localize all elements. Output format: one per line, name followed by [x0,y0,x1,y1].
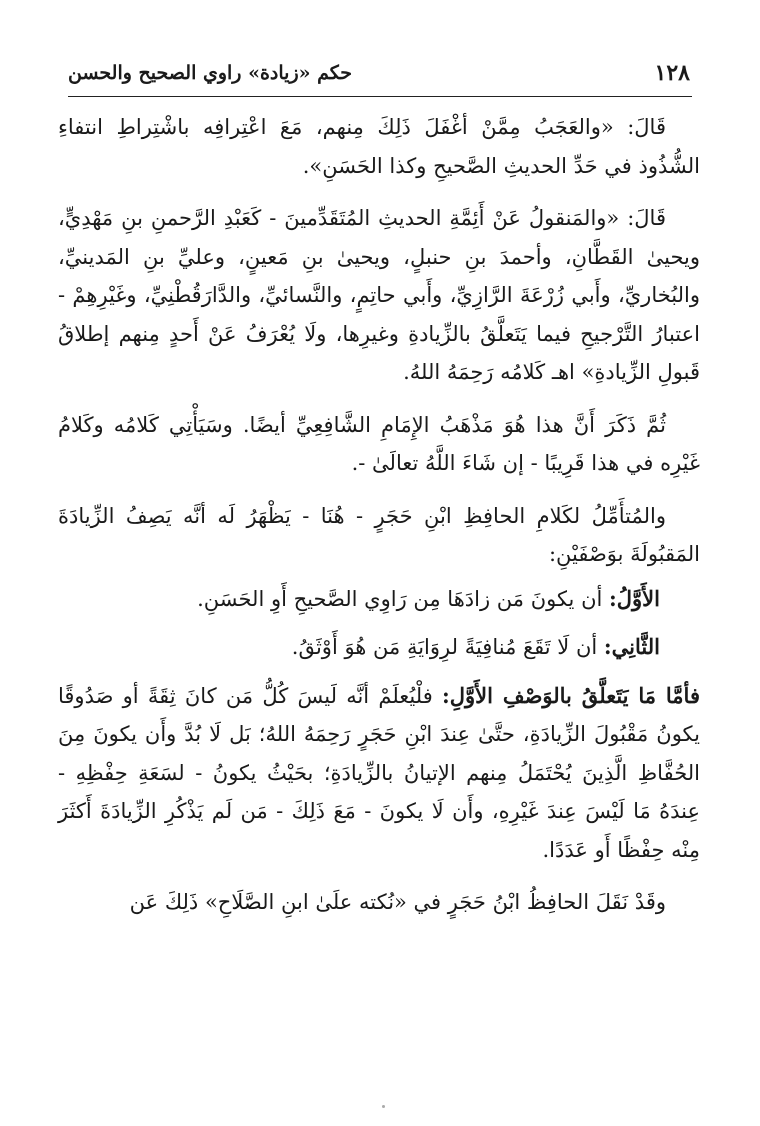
item-text: أن لَا تَقَعَ مُنافِيَةً لرِوَايَةِ مَن هُوَ أَوْثَقُ. [291,635,598,659]
list-item-first [58,580,700,619]
paragraph-two-descriptions: والمُتأَمِّلُ لكَلامِ الحافِظِ ابْنِ حَجَرٍ - هُنَا - يَظْهَرُ لَه أنَّه يَصِفُ الزِّيادَةَ المَقبُولَةَ بوَصْفَيْنِ: [58,503,700,566]
running-title: حكم «زيادة» راوي الصحيح والحسن [68,62,352,84]
section-lead: فأمَّا مَا يَتَعلَّقُ بالوَصْفِ الأَوَّلِ: [442,682,700,708]
paragraph-first-description [58,677,700,870]
paragraph-quote-1: قَالَ: «والعَجَبُ مِمَّنْ أغْفَلَ ذَلِكَ مِنهم، مَعَ اعْتِرافِه باشْتِراطِ انتفاءِ الشُّذُوذ في حَدِّ الحديثِ الصَّحيحِ وكذا الحَسَنِ». [58,115,700,178]
item-label: الثَّانِي: [603,634,660,659]
running-header [68,54,692,97]
page-number: ١٢٨ [654,60,690,86]
section-text: فلْيُعلَمْ أنَّه لَيسَ كُلُّ مَن كانَ ثِقَةً أو صَدُوقًا يكونُ مَقْبُولَ الزِّيادَةِ، حتَّىٰ عِندَ ابْنِ حَجَرٍ رَحِمَهُ اللهُ؛ بَل لَا بُدَّ وأَن يكونَ مِنَ الحُفَّاظِ الَّذِينَ يُحْتَمَلُ مِنهم الإتيانُ بالزِّيادَةِ؛ بحَيْثُ يكونُ - لسَعَةِ حِفْظِهِ - عِندَهُ مَا لَيْسَ عِندَ غَيْرِهِ، وأَن لَا يكونَ - مَعَ ذَلِكَ - مَن لَم يَذْكُرِ الزِّيادَةَ أَكثَرَ مِنْه حِفْظًا أَو عَدَدًا. [58,683,700,862]
paragraph-shafii: ثُمَّ ذَكَرَ أَنَّ هذا هُوَ مَذْهَبُ الإِمَامِ الشَّافِعِيِّ أيضًا. وسَيَأْتِي كَلامُه وكَلامُ غَيْرِه في هذا قَرِيبًا - إن شَاءَ اللَّهُ تعالَىٰ -. [58,412,700,475]
page-body [58,108,700,936]
item-label: الأَوَّلُ: [609,585,660,611]
list-item-second [58,628,700,667]
paragraph-final: وقَدْ نَقَلَ الحافِظُ ابْنُ حَجَرٍ في «نُكته علَىٰ ابنِ الصَّلَاحِ» ذَلِكَ عَن [129,890,666,914]
item-text: أن يكونَ مَن زادَهَا مِن رَاوِي الصَّحيحِ أَوِ الحَسَنِ. [197,586,603,611]
paragraph-quote-2: قَالَ: «والمَنقولُ عَنْ أَئِمَّةِ الحديثِ المُتَقَدِّمينَ - كَعَبْدِ الرَّحمنِ بنِ مَهْدِيٍّ، ويحيىٰ القَطَّانِ، وأحمدَ بنِ حنبلٍ، ويحيىٰ بنِ مَعينٍ، وعليِّ بنِ المَدينيِّ، والبُخاريِّ، وأَبي زُرْعَةَ الرَّازِيِّ، وأَبي حاتِمٍ، والنَّسائيِّ، والدَّارَقُطْنِيِّ، وغَيْرِهِمْ - اعتبارُ التَّرْجيحِ فيما يَتَعلَّقُ بالزِّيادةِ وغيرِها، ولَا يُعْرَفُ عَنْ أَحدٍ مِنهم إطلاقُ قَبولِ الزِّيادةِ» اهـ كَلامُه رَحِمَهُ اللهُ. [58,206,700,384]
footer-mark [382,1105,385,1108]
